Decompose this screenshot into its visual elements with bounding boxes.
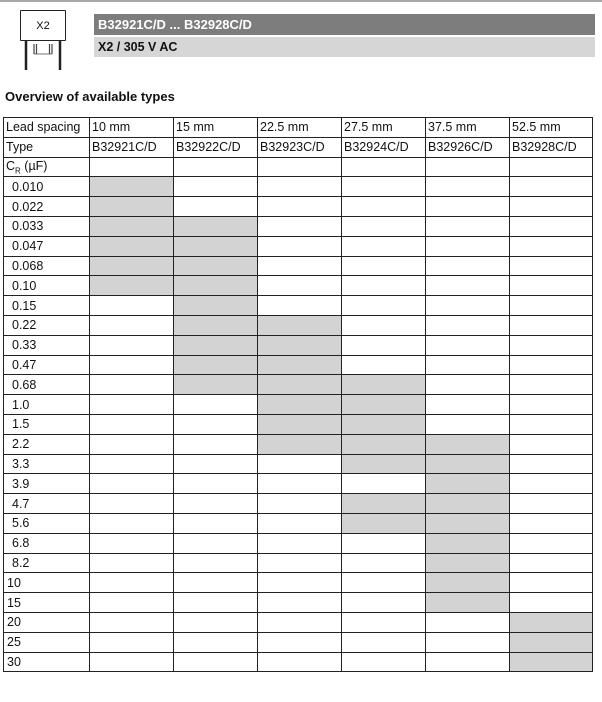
type-cell: B32921C/D	[90, 137, 174, 157]
unavailable-cell	[426, 315, 510, 335]
lead-spacing-cell: 37.5 mm	[426, 118, 510, 138]
available-cell	[426, 593, 510, 613]
unavailable-cell	[174, 632, 258, 652]
unavailable-cell	[90, 434, 174, 454]
available-cell	[90, 256, 174, 276]
top-rule	[0, 0, 602, 2]
available-cell	[258, 434, 342, 454]
capacitance-value: 0.33	[4, 335, 90, 355]
unavailable-cell	[90, 414, 174, 434]
type-cell: B32926C/D	[426, 137, 510, 157]
unavailable-cell	[258, 256, 342, 276]
capacitance-value: 0.068	[4, 256, 90, 276]
table-body	[4, 118, 593, 672]
unavailable-cell	[258, 632, 342, 652]
unavailable-cell	[510, 256, 593, 276]
unavailable-cell	[426, 612, 510, 632]
available-cell	[90, 177, 174, 197]
unavailable-cell	[174, 454, 258, 474]
available-cell	[426, 553, 510, 573]
unavailable-cell	[90, 553, 174, 573]
available-cell	[342, 434, 426, 454]
unavailable-cell	[90, 593, 174, 613]
type-label: Type	[4, 137, 90, 157]
available-cell	[510, 612, 593, 632]
available-cell	[90, 236, 174, 256]
unavailable-cell	[342, 573, 426, 593]
capacitance-row	[4, 256, 593, 276]
capacitance-row	[4, 296, 593, 316]
available-cell	[426, 454, 510, 474]
capacitance-value: 8.2	[4, 553, 90, 573]
lead-spacing-cell: 22.5 mm	[258, 118, 342, 138]
unavailable-cell	[258, 513, 342, 533]
lead-spacing-label: Lead spacing	[4, 118, 90, 138]
capacitance-row	[4, 375, 593, 395]
unavailable-cell	[510, 236, 593, 256]
available-cell	[174, 315, 258, 335]
available-cell	[510, 652, 593, 672]
series-subtitle: X2 / 305 V AC	[98, 40, 178, 54]
available-cell	[174, 335, 258, 355]
capacitance-value: 0.10	[4, 276, 90, 296]
capacitance-value: 3.3	[4, 454, 90, 474]
capacitance-unit: (µF)	[20, 158, 48, 173]
capacitance-value: 0.15	[4, 296, 90, 316]
capacitance-row	[4, 474, 593, 494]
unavailable-cell	[342, 276, 426, 296]
unavailable-cell	[258, 553, 342, 573]
unavailable-cell	[342, 612, 426, 632]
capacitance-row	[4, 355, 593, 375]
unavailable-cell	[510, 434, 593, 454]
unavailable-cell	[174, 414, 258, 434]
unavailable-cell	[342, 256, 426, 276]
available-cell	[90, 216, 174, 236]
capacitance-row	[4, 632, 593, 652]
unavailable-cell	[258, 197, 342, 217]
unavailable-cell	[174, 573, 258, 593]
unavailable-cell	[426, 375, 510, 395]
available-cell	[258, 335, 342, 355]
unavailable-cell	[510, 553, 593, 573]
unavailable-cell	[174, 434, 258, 454]
unavailable-cell	[90, 355, 174, 375]
capacitance-value: 1.0	[4, 395, 90, 415]
unavailable-cell	[510, 494, 593, 514]
section-title: Overview of available types	[5, 89, 175, 104]
capacitance-row	[4, 414, 593, 434]
unavailable-cell	[510, 533, 593, 553]
available-cell	[342, 494, 426, 514]
capacitance-value: 25	[4, 632, 90, 652]
unavailable-cell	[510, 573, 593, 593]
available-cell	[342, 395, 426, 415]
unavailable-cell	[174, 513, 258, 533]
capacitance-header-row	[4, 157, 593, 177]
capacitance-value: 15	[4, 593, 90, 613]
available-cell	[174, 256, 258, 276]
available-cell	[426, 434, 510, 454]
capacitance-value: 3.9	[4, 474, 90, 494]
capacitance-value: 6.8	[4, 533, 90, 553]
available-cell	[90, 197, 174, 217]
capacitance-value: 20	[4, 612, 90, 632]
unavailable-cell	[426, 236, 510, 256]
unavailable-cell	[258, 296, 342, 316]
unavailable-cell	[90, 474, 174, 494]
capacitance-row	[4, 315, 593, 335]
unavailable-cell	[342, 197, 426, 217]
unavailable-cell	[174, 533, 258, 553]
unavailable-cell	[258, 177, 342, 197]
unavailable-cell	[90, 335, 174, 355]
lead-spacing-row	[4, 118, 593, 138]
unavailable-cell	[342, 296, 426, 316]
available-cell	[342, 454, 426, 474]
capacitance-row	[4, 335, 593, 355]
unavailable-cell	[510, 216, 593, 236]
unavailable-cell	[510, 375, 593, 395]
available-cell	[174, 296, 258, 316]
capacitor-leads-icon	[20, 40, 66, 72]
capacitance-row	[4, 612, 593, 632]
available-cell	[258, 414, 342, 434]
capacitance-row	[4, 533, 593, 553]
unavailable-cell	[174, 474, 258, 494]
empty-cell	[174, 157, 258, 177]
capacitance-row	[4, 395, 593, 415]
unavailable-cell	[258, 494, 342, 514]
unavailable-cell	[510, 197, 593, 217]
capacitance-row	[4, 652, 593, 672]
unavailable-cell	[342, 632, 426, 652]
available-cell	[342, 414, 426, 434]
unavailable-cell	[510, 395, 593, 415]
capacitance-row	[4, 276, 593, 296]
capacitor-body	[20, 10, 66, 41]
capacitance-row	[4, 434, 593, 454]
type-cell: B32923C/D	[258, 137, 342, 157]
unavailable-cell	[90, 652, 174, 672]
unavailable-cell	[174, 652, 258, 672]
unavailable-cell	[90, 395, 174, 415]
capacitance-row	[4, 197, 593, 217]
capacitance-row	[4, 513, 593, 533]
unavailable-cell	[510, 513, 593, 533]
unavailable-cell	[510, 177, 593, 197]
capacitance-value: 0.22	[4, 315, 90, 335]
available-cell	[174, 355, 258, 375]
available-cell	[174, 236, 258, 256]
unavailable-cell	[174, 395, 258, 415]
unavailable-cell	[426, 296, 510, 316]
capacitance-row	[4, 236, 593, 256]
unavailable-cell	[174, 177, 258, 197]
capacitance-value: 0.010	[4, 177, 90, 197]
lead-spacing-cell: 10 mm	[90, 118, 174, 138]
unavailable-cell	[90, 612, 174, 632]
unavailable-cell	[174, 494, 258, 514]
unavailable-cell	[258, 573, 342, 593]
unavailable-cell	[426, 197, 510, 217]
unavailable-cell	[90, 375, 174, 395]
available-cell	[510, 632, 593, 652]
empty-cell	[426, 157, 510, 177]
series-title: B32921C/D ... B32928C/D	[98, 17, 252, 32]
capacitance-value: 0.47	[4, 355, 90, 375]
capacitance-row	[4, 177, 593, 197]
unavailable-cell	[174, 612, 258, 632]
capacitance-value: 0.047	[4, 236, 90, 256]
unavailable-cell	[510, 296, 593, 316]
unavailable-cell	[510, 355, 593, 375]
lead-spacing-cell: 15 mm	[174, 118, 258, 138]
empty-cell	[258, 157, 342, 177]
series-title-bar	[94, 14, 595, 35]
unavailable-cell	[174, 553, 258, 573]
unavailable-cell	[510, 454, 593, 474]
capacitance-value: 10	[4, 573, 90, 593]
unavailable-cell	[342, 652, 426, 672]
available-cell	[342, 513, 426, 533]
unavailable-cell	[510, 414, 593, 434]
available-cell	[426, 513, 510, 533]
unavailable-cell	[90, 296, 174, 316]
unavailable-cell	[426, 632, 510, 652]
unavailable-cell	[90, 513, 174, 533]
available-cell	[426, 494, 510, 514]
capacitance-value: 30	[4, 652, 90, 672]
available-cell	[426, 533, 510, 553]
type-cell: B32928C/D	[510, 137, 593, 157]
unavailable-cell	[174, 197, 258, 217]
capacitance-row	[4, 553, 593, 573]
capacitance-value: 5.6	[4, 513, 90, 533]
unavailable-cell	[426, 335, 510, 355]
available-cell	[426, 474, 510, 494]
capacitance-row	[4, 454, 593, 474]
capacitance-row	[4, 494, 593, 514]
empty-cell	[90, 157, 174, 177]
empty-cell	[342, 157, 426, 177]
unavailable-cell	[90, 315, 174, 335]
unavailable-cell	[342, 315, 426, 335]
unavailable-cell	[258, 454, 342, 474]
available-cell	[174, 216, 258, 236]
available-cell	[426, 573, 510, 593]
available-cell	[258, 395, 342, 415]
unavailable-cell	[342, 177, 426, 197]
capacitance-row	[4, 216, 593, 236]
capacitance-value: 0.022	[4, 197, 90, 217]
available-cell	[258, 355, 342, 375]
unavailable-cell	[342, 533, 426, 553]
available-cell	[258, 315, 342, 335]
capacitance-value: 0.68	[4, 375, 90, 395]
type-row	[4, 137, 593, 157]
available-types-table	[3, 117, 593, 672]
capacitance-row	[4, 573, 593, 593]
type-cell: B32922C/D	[174, 137, 258, 157]
unavailable-cell	[90, 494, 174, 514]
unavailable-cell	[258, 593, 342, 613]
unavailable-cell	[258, 236, 342, 256]
unavailable-cell	[510, 276, 593, 296]
unavailable-cell	[342, 216, 426, 236]
unavailable-cell	[426, 395, 510, 415]
unavailable-cell	[258, 652, 342, 672]
available-cell	[174, 276, 258, 296]
capacitance-symbol: C	[6, 158, 16, 173]
unavailable-cell	[510, 335, 593, 355]
capacitance-value: 0.033	[4, 216, 90, 236]
unavailable-cell	[426, 256, 510, 276]
capacitance-label	[4, 157, 90, 177]
available-cell	[258, 375, 342, 395]
type-cell: B32924C/D	[342, 137, 426, 157]
unavailable-cell	[342, 593, 426, 613]
lead-spacing-cell: 52.5 mm	[510, 118, 593, 138]
unavailable-cell	[174, 593, 258, 613]
unavailable-cell	[258, 612, 342, 632]
capacitance-subscript: R	[15, 166, 21, 176]
capacitance-value: 2.2	[4, 434, 90, 454]
available-cell	[90, 276, 174, 296]
unavailable-cell	[90, 533, 174, 553]
unavailable-cell	[90, 454, 174, 474]
unavailable-cell	[342, 236, 426, 256]
empty-cell	[510, 157, 593, 177]
unavailable-cell	[510, 315, 593, 335]
unavailable-cell	[342, 355, 426, 375]
unavailable-cell	[510, 593, 593, 613]
unavailable-cell	[342, 553, 426, 573]
available-cell	[174, 375, 258, 395]
unavailable-cell	[510, 474, 593, 494]
available-cell	[342, 375, 426, 395]
unavailable-cell	[258, 533, 342, 553]
unavailable-cell	[426, 355, 510, 375]
lead-spacing-cell: 27.5 mm	[342, 118, 426, 138]
series-subtitle-bar	[94, 37, 595, 57]
capacitance-row	[4, 593, 593, 613]
unavailable-cell	[426, 216, 510, 236]
unavailable-cell	[426, 177, 510, 197]
symbol-label: X2	[36, 19, 50, 32]
unavailable-cell	[90, 573, 174, 593]
unavailable-cell	[258, 474, 342, 494]
unavailable-cell	[258, 216, 342, 236]
capacitor-symbol	[20, 10, 66, 72]
unavailable-cell	[426, 414, 510, 434]
unavailable-cell	[342, 335, 426, 355]
unavailable-cell	[426, 276, 510, 296]
unavailable-cell	[426, 652, 510, 672]
unavailable-cell	[342, 474, 426, 494]
unavailable-cell	[90, 632, 174, 652]
capacitance-value: 1.5	[4, 414, 90, 434]
unavailable-cell	[258, 276, 342, 296]
capacitance-value: 4.7	[4, 494, 90, 514]
